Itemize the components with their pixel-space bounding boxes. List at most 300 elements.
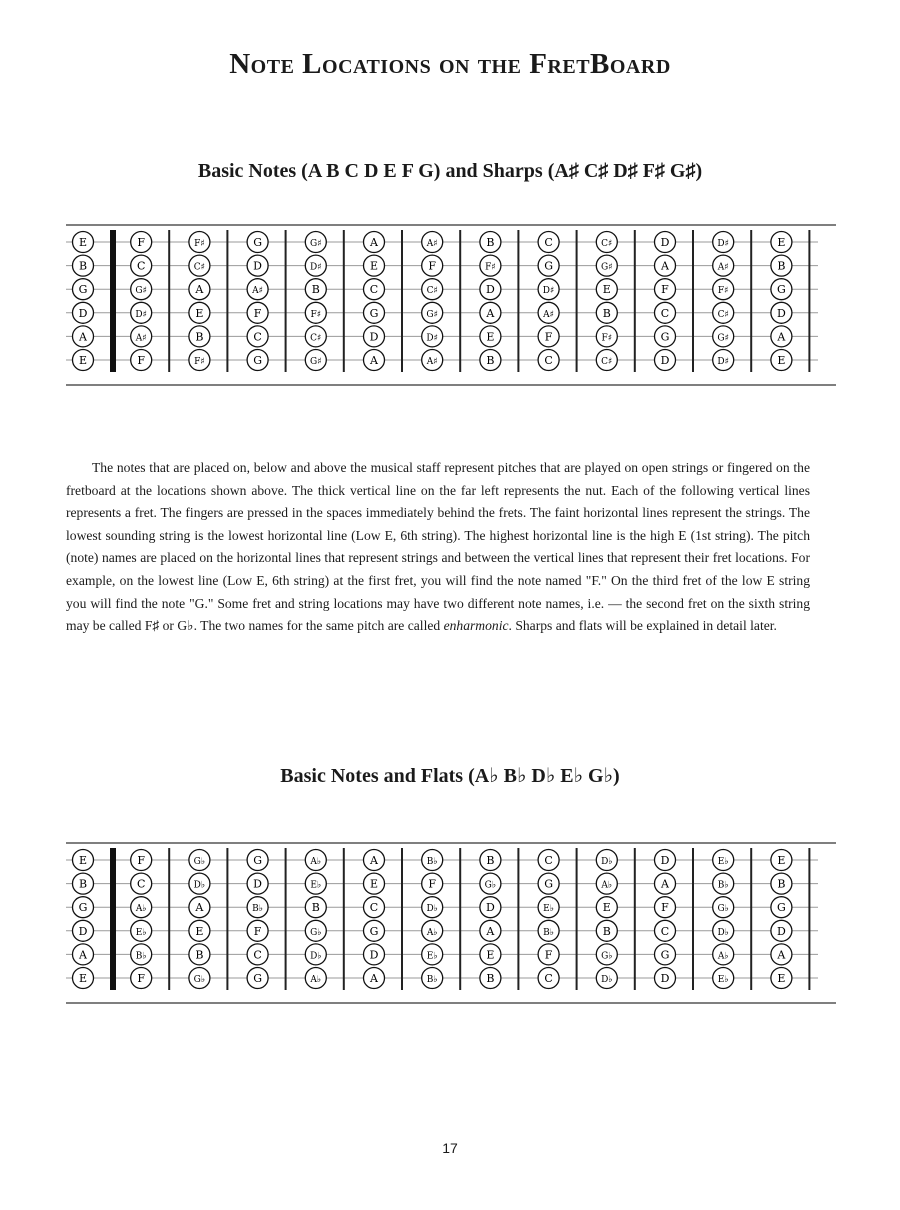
flats-note-label: F [544, 948, 553, 962]
sharps-nut [110, 230, 116, 372]
flats-note-label: G♭ [310, 927, 322, 938]
flats-note-label: E [78, 854, 88, 867]
explanation-text-part-2: . Sharps and flats will be explained in detail later. [508, 618, 777, 634]
flats-note-label: G [78, 901, 88, 915]
sharps-note-label: G [777, 283, 786, 297]
sharps-note-label: D [485, 283, 495, 297]
sharps-note-marker [713, 350, 734, 371]
flats-note-label: B♭ [426, 975, 438, 985]
flats-note-label: C [544, 972, 553, 985]
sharps-note-marker [364, 302, 385, 323]
flats-note-label: G♭ [601, 951, 613, 962]
sharps-note-marker [422, 232, 443, 253]
flats-note-label: E♭ [135, 927, 147, 938]
sharps-note-label: D [776, 306, 786, 320]
sharps-note-label: A [370, 236, 378, 249]
flats-note-marker [131, 968, 152, 989]
flats-note-label: D♭ [193, 880, 206, 891]
flats-note-label: B♭ [717, 880, 729, 891]
flats-note-marker [247, 897, 268, 918]
flats-note-marker [713, 850, 734, 871]
flats-note-label: D [660, 972, 670, 985]
sharps-note-marker [73, 279, 94, 300]
flats-note-marker [713, 968, 734, 989]
sharps-note-marker [596, 326, 617, 347]
sharps-note-marker [189, 350, 210, 371]
flats-note-marker [422, 968, 443, 989]
sharps-note-label: F♯ [601, 333, 613, 344]
sharps-note-marker [655, 279, 676, 300]
sharps-note-marker [131, 232, 152, 253]
sharps-note-label: D♯ [717, 239, 729, 249]
sharps-note-label: D [78, 306, 88, 320]
sharps-note-marker [771, 326, 792, 347]
sharps-note-label: C♯ [717, 309, 729, 320]
sharps-note-marker [771, 255, 792, 276]
sharps-note-marker [538, 326, 559, 347]
sharps-note-label: C♯ [310, 333, 322, 344]
flats-note-label: D [776, 924, 786, 938]
flats-note-marker [596, 873, 617, 894]
sharps-note-marker [713, 232, 734, 253]
sharps-note-label: D♯ [310, 262, 322, 273]
flats-note-marker [73, 873, 94, 894]
flats-note-marker [73, 897, 94, 918]
sharps-note-marker [596, 302, 617, 323]
flats-note-label: C [253, 948, 262, 962]
flats-note-marker [247, 920, 268, 941]
flats-note-marker [596, 920, 617, 941]
sharps-note-marker [538, 255, 559, 276]
sharps-note-label: C♯ [601, 239, 613, 249]
flats-note-label: D [660, 854, 670, 867]
flats-note-label: D [253, 877, 263, 891]
sharps-note-label: F [137, 354, 146, 367]
sharps-note-marker [771, 232, 792, 253]
sharps-note-label: E [78, 236, 88, 249]
sharps-note-label: C [369, 283, 379, 297]
sharps-note-marker [73, 302, 94, 323]
sharps-note-label: A [195, 283, 204, 297]
flats-note-marker [364, 897, 385, 918]
sharps-note-marker [422, 255, 443, 276]
sharps-note-label: G♯ [426, 309, 438, 320]
flats-note-label: A [661, 877, 669, 891]
flats-note-marker [422, 944, 443, 965]
flats-note-marker [596, 968, 617, 989]
sharps-note-label: D [660, 236, 670, 249]
sharps-note-marker [771, 350, 792, 371]
explanation-text [66, 457, 810, 638]
flats-note-label: E [602, 901, 611, 915]
flats-note-marker [131, 873, 152, 894]
sharps-note-label: D [369, 330, 379, 344]
flats-note-label: E [486, 948, 495, 962]
flats-note-label: E♭ [426, 951, 438, 962]
flats-note-marker [538, 873, 559, 894]
flats-note-label: B♭ [135, 951, 147, 962]
flats-note-marker [480, 920, 501, 941]
sharps-note-label: E [78, 354, 88, 367]
flats-note-label: C [544, 854, 553, 867]
flats-note-label: G♭ [193, 857, 206, 867]
flats-note-marker [655, 968, 676, 989]
sharps-note-marker [480, 279, 501, 300]
sharps-note-marker [73, 350, 94, 371]
sharps-note-label: G♯ [135, 286, 147, 297]
sharps-note-marker [596, 350, 617, 371]
sharps-note-label: B [311, 283, 320, 297]
flats-note-marker [73, 968, 94, 989]
sharps-note-marker [247, 255, 268, 276]
sharps-note-label: F [137, 236, 146, 249]
flats-note-marker [538, 920, 559, 941]
flats-note-label: E [78, 972, 88, 985]
flats-note-marker [771, 873, 792, 894]
flats-note-label: D [485, 901, 495, 915]
flats-note-marker [364, 920, 385, 941]
sharps-fretboard-diagram [66, 222, 836, 392]
flats-note-marker [422, 897, 443, 918]
flats-note-label: D♭ [426, 904, 438, 915]
sharps-note-label: F [253, 306, 262, 320]
flats-note-label: A [486, 924, 495, 938]
sharps-note-label: F♯ [194, 239, 205, 249]
flats-note-marker [189, 850, 210, 871]
flats-note-marker [364, 850, 385, 871]
sharps-note-marker [422, 302, 443, 323]
flats-note-label: A♭ [310, 857, 322, 867]
flats-note-label: G [544, 877, 553, 891]
sharps-note-marker [480, 350, 501, 371]
flats-note-marker [538, 944, 559, 965]
flats-note-label: A [79, 948, 87, 962]
flats-note-label: G [369, 924, 379, 938]
sharps-note-marker [538, 350, 559, 371]
flats-note-marker [247, 873, 268, 894]
sharps-note-label: C [136, 259, 146, 273]
flats-note-label: A♭ [310, 975, 322, 985]
flats-note-label: D [369, 948, 379, 962]
page-title: Note Locations on the FretBoard [229, 48, 671, 80]
sharps-note-marker [422, 350, 443, 371]
flats-note-marker [713, 897, 734, 918]
flats-note-marker [596, 897, 617, 918]
sharps-note-marker [713, 302, 734, 323]
sharps-note-label: G♯ [310, 239, 322, 249]
sharps-note-marker [596, 232, 617, 253]
flats-note-marker [305, 920, 326, 941]
sharps-note-marker [247, 326, 268, 347]
sharps-note-marker [713, 326, 734, 347]
sharps-note-label: C♯ [193, 262, 206, 273]
flats-note-marker [480, 850, 501, 871]
sharps-note-marker [364, 232, 385, 253]
sharps-note-label: C♯ [426, 286, 438, 297]
sharps-note-marker [189, 279, 210, 300]
flats-note-marker [480, 873, 501, 894]
sharps-note-marker [247, 279, 268, 300]
sharps-note-label: G♯ [310, 357, 322, 367]
sharps-note-label: D [253, 259, 263, 273]
sharps-note-label: F [428, 259, 437, 273]
flats-note-label: B [602, 924, 611, 938]
sharps-note-marker [189, 232, 210, 253]
sharps-note-label: D♯ [717, 357, 729, 367]
sharps-note-marker [655, 326, 676, 347]
flats-note-label: A♭ [135, 904, 147, 915]
sharps-note-marker [655, 302, 676, 323]
flats-note-label: A [777, 948, 786, 962]
flats-note-label: E♭ [717, 857, 729, 867]
sharps-note-label: D♯ [542, 286, 555, 297]
sharps-note-label: B [777, 259, 786, 273]
sharps-note-label: G [78, 283, 88, 297]
flats-note-marker [364, 873, 385, 894]
flats-note-label: D [78, 924, 88, 938]
sharps-note-marker [131, 279, 152, 300]
sharps-note-marker [538, 279, 559, 300]
flats-note-label: A♭ [426, 927, 438, 938]
sharps-note-marker [305, 279, 326, 300]
flats-note-marker [771, 897, 792, 918]
flats-note-label: G♭ [193, 975, 206, 985]
flats-note-label: B [195, 948, 204, 962]
sharps-note-label: F♯ [717, 286, 729, 297]
sharps-note-marker [189, 255, 210, 276]
flats-note-marker [713, 873, 734, 894]
flats-note-marker [538, 850, 559, 871]
flats-note-marker [305, 873, 326, 894]
sharps-note-marker [131, 255, 152, 276]
sharps-note-label: F [661, 283, 669, 297]
sharps-note-label: A [486, 306, 495, 320]
sharps-fretboard-svg [66, 222, 836, 392]
sharps-note-marker [655, 232, 676, 253]
sharps-note-label: C [544, 236, 553, 249]
sharps-note-marker [480, 302, 501, 323]
flats-note-marker [364, 968, 385, 989]
sharps-note-marker [364, 350, 385, 371]
flats-note-label: G [660, 948, 670, 962]
sharps-note-label: G [253, 236, 262, 249]
sharps-note-label: E [195, 306, 204, 320]
sharps-note-marker [305, 350, 326, 371]
flats-note-marker [247, 968, 268, 989]
flats-note-label: B [486, 854, 495, 867]
flats-note-marker [713, 944, 734, 965]
sharps-note-label: B [602, 306, 611, 320]
flats-note-marker [364, 944, 385, 965]
flats-note-label: B♭ [543, 927, 555, 938]
sharps-note-marker [131, 350, 152, 371]
flats-note-marker [771, 850, 792, 871]
sharps-note-label: A♯ [426, 357, 438, 367]
flats-note-marker [73, 944, 94, 965]
flats-note-marker [305, 944, 326, 965]
sharps-note-label: E [369, 259, 379, 273]
sharps-note-marker [596, 255, 617, 276]
flats-note-label: F [428, 877, 437, 891]
sharps-note-marker [364, 255, 385, 276]
sharps-note-marker [422, 326, 443, 347]
sharps-note-label: F♯ [194, 357, 205, 367]
flats-note-label: F [661, 901, 669, 915]
flats-note-label: F [137, 854, 146, 867]
flats-note-label: A♭ [601, 880, 613, 891]
flats-note-marker [655, 897, 676, 918]
flats-note-marker [189, 944, 210, 965]
sharps-note-label: C [660, 306, 670, 320]
sharps-note-marker [480, 326, 501, 347]
sharps-note-label: A [370, 354, 378, 367]
flats-note-label: G [777, 901, 786, 915]
sharps-note-label: C [253, 330, 262, 344]
sharps-note-marker [655, 350, 676, 371]
flats-note-marker [480, 968, 501, 989]
sharps-note-label: G [369, 306, 379, 320]
sharps-note-marker [189, 326, 210, 347]
sharps-note-marker [364, 326, 385, 347]
flats-note-marker [655, 873, 676, 894]
sharps-note-marker [247, 302, 268, 323]
flats-note-label: E♭ [717, 975, 729, 985]
sharps-note-label: E [777, 354, 786, 367]
flats-note-marker [189, 920, 210, 941]
flats-note-marker [655, 850, 676, 871]
sharps-note-marker [422, 279, 443, 300]
sharps-note-label: E [602, 283, 611, 297]
sharps-note-label: B [486, 236, 495, 249]
sharps-note-label: B [486, 354, 495, 367]
flats-note-marker [131, 920, 152, 941]
flats-note-label: A [370, 972, 378, 985]
sharps-note-marker [247, 232, 268, 253]
sharps-note-marker [73, 232, 94, 253]
flats-section-title: Basic Notes and Flats (A♭ B♭ D♭ E♭ G♭) [280, 765, 620, 787]
flats-note-label: A [195, 901, 204, 915]
sharps-note-marker [480, 232, 501, 253]
sharps-note-label: G♯ [717, 333, 729, 344]
sharps-note-marker [596, 279, 617, 300]
sharps-note-label: F♯ [310, 309, 322, 320]
explanation-text-part-1: The notes that are placed on, below and above the musical staff represent pitches that are played on open strings or fingered on the fretboard at the locations shown above. The thick vertical line on the far left represents the nut. Each of the following vertical lines represents a fret. The fingers are pressed in the spaces immediately behind the frets. The faint horizontal lines represent the strings. The lowest sounding string is the lowest horizontal line (Low E, 6th string). The highest horizontal line is the high E (1st string). The pitch (note) names are placed on the horizontal lines that represent strings and between the vertical lines that represent their fret locations. For example, on the lowest line (Low E, 6th string) at the first fret, you will find the note named "F." On the third fret of the low E string you will find the note "G." Some fret and string locations may have two different note names, i.e. — the second fret on the sixth string may be called F♯ or G♭. The two names for the same pitch are called [66, 460, 810, 634]
flats-note-label: C [136, 877, 146, 891]
sharps-note-marker [538, 232, 559, 253]
sharps-note-marker [771, 302, 792, 323]
flats-note-label: G♭ [717, 904, 729, 915]
flats-note-marker [596, 850, 617, 871]
sharps-note-marker [538, 302, 559, 323]
sharps-note-label: C♯ [601, 357, 613, 367]
flats-note-label: E [777, 972, 786, 985]
sharps-note-label: D [660, 354, 670, 367]
sharps-note-label: A [79, 330, 87, 344]
flats-note-marker [131, 897, 152, 918]
flats-fretboard-svg [66, 840, 836, 1010]
sharps-note-marker [364, 279, 385, 300]
sharps-section-title: Basic Notes (A B C D E F G) and Sharps (A♯ C♯ D♯ F♯ G♯) [197, 160, 703, 182]
sharps-note-label: D♯ [426, 333, 438, 344]
flats-note-marker [189, 897, 210, 918]
flats-note-label: B [486, 972, 495, 985]
sharps-note-marker [73, 255, 94, 276]
flats-note-marker [305, 897, 326, 918]
sharps-note-label: A♯ [717, 262, 729, 273]
sharps-note-label: G [544, 259, 553, 273]
sharps-note-marker [305, 302, 326, 323]
flats-note-marker [422, 873, 443, 894]
flats-note-marker [422, 920, 443, 941]
flats-note-label: G [253, 972, 262, 985]
sharps-note-label: B [78, 259, 88, 273]
flats-note-label: A♭ [717, 951, 729, 962]
sharps-note-label: A [661, 259, 669, 273]
flats-note-marker [538, 968, 559, 989]
flats-note-label: F [137, 972, 146, 985]
flats-note-marker [73, 850, 94, 871]
sharps-note-marker [247, 350, 268, 371]
sharps-note-label: A♯ [135, 333, 147, 344]
flats-note-label: E [195, 924, 204, 938]
flats-note-label: D♭ [310, 951, 322, 962]
flats-note-label: B [777, 877, 786, 891]
sharps-note-label: C [544, 354, 553, 367]
flats-note-marker [655, 944, 676, 965]
flats-note-label: C [369, 901, 379, 915]
sharps-note-label: G♯ [601, 262, 613, 273]
flats-note-marker [189, 873, 210, 894]
sharps-note-marker [305, 326, 326, 347]
sharps-note-marker [480, 255, 501, 276]
enharmonic-term: enharmonic [443, 618, 509, 634]
sharps-note-label: A [777, 330, 786, 344]
flats-note-marker [131, 850, 152, 871]
sharps-note-label: E [486, 330, 495, 344]
flats-note-label: E♭ [310, 880, 322, 891]
flats-note-label: B♭ [252, 904, 264, 915]
flats-note-label: D♭ [717, 927, 729, 938]
flats-note-label: A [370, 854, 378, 867]
flats-fretboard-diagram [66, 840, 836, 1010]
flats-note-marker [771, 920, 792, 941]
flats-note-marker [422, 850, 443, 871]
flats-note-marker [305, 850, 326, 871]
flats-note-label: G [253, 854, 262, 867]
flats-note-marker [189, 968, 210, 989]
flats-note-label: D♭ [601, 857, 613, 867]
sharps-note-marker [771, 279, 792, 300]
flats-note-label: E [777, 854, 786, 867]
sharps-note-marker [131, 326, 152, 347]
sharps-note-marker [713, 255, 734, 276]
sharps-note-marker [73, 326, 94, 347]
page-number: 17 [442, 1140, 458, 1156]
flats-note-marker [247, 944, 268, 965]
sharps-note-marker [655, 255, 676, 276]
sharps-note-marker [713, 279, 734, 300]
flats-note-marker [73, 920, 94, 941]
flats-note-label: C [660, 924, 670, 938]
sharps-note-marker [131, 302, 152, 323]
flats-note-marker [655, 920, 676, 941]
flats-note-label: E♭ [543, 904, 555, 915]
sharps-note-label: E [777, 236, 786, 249]
flats-note-label: B [311, 901, 320, 915]
sharps-note-label: F [544, 330, 553, 344]
sharps-note-label: A♯ [426, 239, 438, 249]
flats-note-marker [131, 944, 152, 965]
